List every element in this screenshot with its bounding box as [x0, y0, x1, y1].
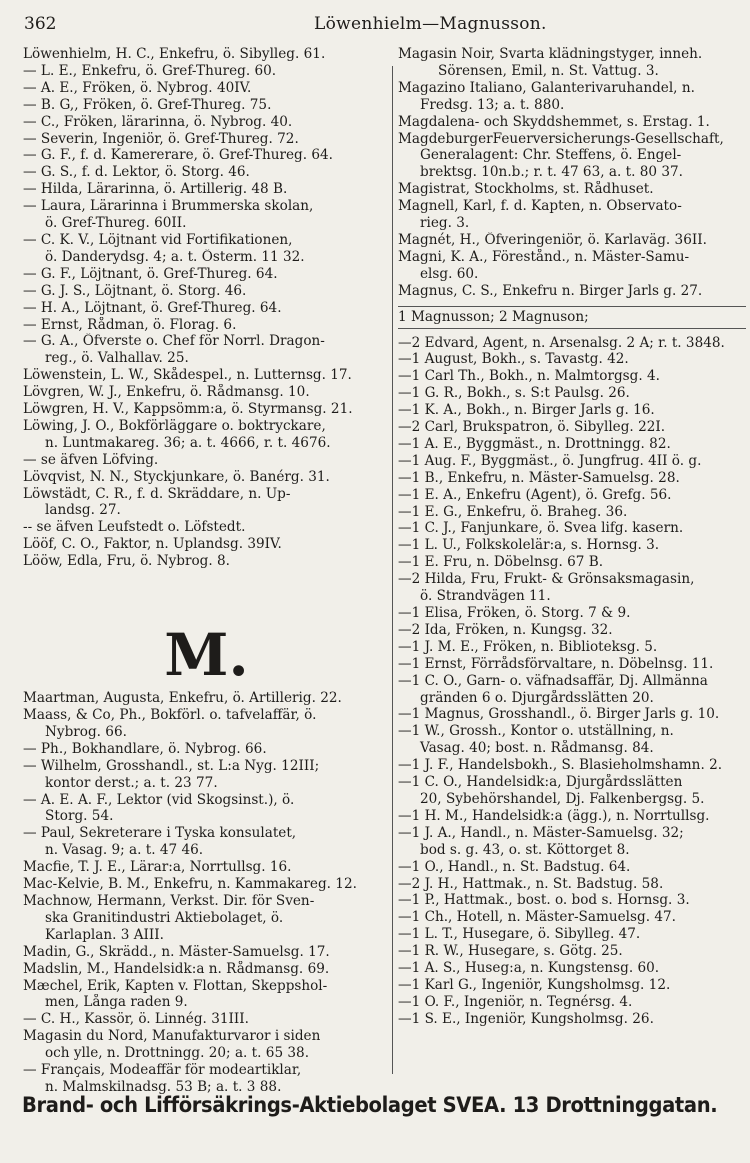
directory-entry: — C. H., Kassör, ö. Linnég. 31III. — [23, 1011, 249, 1028]
directory-entry: —1 Ernst, Förrådsförvaltare, n. Döbelnsg. 11. — [398, 655, 714, 672]
directory-entry: n. Luntmakareg. 36; a. t. 4666, r. t. 4676. — [45, 434, 331, 451]
footer-advertisement: Brand- och Lifförsäkrings-Aktiebolaget SVEA. 13 Drottninggatan. — [22, 1093, 718, 1117]
directory-entry: Storg. 54. — [45, 808, 114, 825]
directory-entry: Maartman, Augusta, Enkefru, ö. Artillerig. 22. — [23, 690, 342, 707]
directory-entry: —1 H. M., Handelsidk:a (ägg.), n. Norrtullsg. — [398, 807, 710, 824]
directory-entry: —1 C. J., Fanjunkare, ö. Svea lifg. kasern. — [398, 520, 684, 537]
directory-entry: —1 August, Bokh., s. Tavastg. 42. — [398, 351, 629, 368]
directory-entry: Lövgren, W. J., Enkefru, ö. Rådmansg. 10. — [23, 384, 310, 401]
directory-entry: Mac-Kelvie, B. M., Enkefru, n. Kammakareg. 12. — [23, 876, 357, 893]
directory-entry: Lööw, Edla, Fru, ö. Nybrog. 8. — [23, 553, 230, 570]
directory-entry: — Laura, Lärarinna i Brummerska skolan, — [23, 198, 314, 215]
directory-entry: Löwenstein, L. W., Skådespel., n. Lutternsg. 17. — [23, 367, 352, 384]
directory-entry: ö. Gref-Thureg. 60II. — [45, 215, 187, 232]
directory-entry: Magnell, Karl, f. d. Kapten, n. Observato- — [398, 198, 682, 215]
directory-entry: —1 C. O., Handelsidk:a, Djurgårdsslätten — [398, 774, 683, 791]
directory-entry: n. Vasag. 9; a. t. 47 46. — [45, 842, 204, 859]
directory-entry: Generalagent: Chr. Steffens, ö. Engel- — [420, 147, 682, 164]
directory-entry: ö. Danderydsg. 4; a. t. Österm. 11 32. — [45, 248, 305, 265]
section-spacer — [23, 570, 390, 614]
directory-entry: Lövqvist, N. N., Styckjunkare, ö. Banérg. 31. — [23, 468, 330, 485]
directory-entry: reg., ö. Valhallav. 25. — [45, 350, 189, 367]
directory-entry: —1 J. M. E., Fröken, n. Biblioteksg. 5. — [398, 638, 658, 655]
directory-entry: —1 C. O., Garn- o. väfnadsaffär, Dj. Allmänna — [398, 672, 708, 689]
directory-entry: MagdeburgerFeuerversicherungs-Gesellschaft, — [398, 130, 724, 147]
directory-entry: —1 O. F., Ingeniör, n. Tegnérsg. 4. — [398, 993, 633, 1010]
directory-entry: — H. A., Löjtnant, ö. Gref-Thureg. 64. — [23, 299, 282, 316]
directory-entry: Löwenhielm, H. C., Enkefru, ö. Sibylleg. 61. — [23, 46, 326, 62]
directory-entry: —1 E. G., Enkefru, ö. Braheg. 36. — [398, 503, 628, 520]
directory-entry: —1 Elisa, Fröken, ö. Storg. 7 & 9. — [398, 605, 631, 621]
directory-entry: —2 J. H., Hattmak., n. St. Badstug. 58. — [398, 875, 664, 892]
directory-entry: Lööf, C. O., Faktor, n. Uplandsg. 39IV. — [23, 536, 282, 553]
page-number: 362 — [24, 14, 57, 34]
directory-entry: — G. S., f. d. Lektor, ö. Storg. 46. — [23, 164, 250, 181]
directory-entry: —1 Aug. F., Byggmäst., ö. Jungfrug. 4II ö. g. — [398, 452, 702, 469]
directory-entry: gränden 6 o. Djurgårdsslätten 20. — [420, 689, 654, 706]
directory-entry: —1 O., Handl., n. St. Badstug. 64. — [398, 858, 631, 875]
directory-entry: —1 Magnus, Grosshandl., ö. Birger Jarls g. 10. — [398, 706, 720, 723]
directory-entry: —1 A. E., Byggmäst., n. Drottningg. 82. — [398, 435, 671, 452]
directory-entry: Löwgren, H. V., Kappsömm:a, ö. Styrmansg. 21. — [23, 401, 353, 418]
directory-entry: och ylle, n. Drottningg. 20; a. t. 65 38. — [45, 1045, 310, 1062]
directory-entry: Sörensen, Emil, n. St. Vattug. 3. — [438, 62, 659, 79]
directory-entry: Magdalena- och Skyddshemmet, s. Erstag. 1. — [398, 113, 710, 130]
directory-entry: — se äfven Löfving. — [23, 451, 159, 468]
directory-entry: —1 R. W., Husegare, s. Götg. 25. — [398, 943, 623, 960]
directory-entry: —1 S. E., Ingeniör, Kungsholmsg. 26. — [398, 1010, 654, 1027]
directory-entry: — L. E., Enkefru, ö. Gref-Thureg. 60. — [23, 62, 277, 79]
directory-entry: — G. F., f. d. Kamererare, ö. Gref-Thureg. 64. — [23, 147, 333, 164]
directory-entry: —2 Ida, Fröken, n. Kungsg. 32. — [398, 621, 613, 638]
directory-entry: elsg. 60. — [420, 265, 479, 282]
directory-entry: Madslin, M., Handelsidk:a n. Rådmansg. 69. — [23, 960, 330, 977]
directory-entry: — C. K. V., Löjtnant vid Fortifikationen, — [23, 231, 293, 248]
directory-entry: Karlaplan. 3 AIII. — [45, 926, 164, 943]
directory-entry: —1 L. U., Folkskolelär:a, s. Hornsg. 3. — [398, 537, 660, 554]
right-entries-bottom — [398, 335, 746, 1028]
directory-entry: —1 Karl G., Ingeniör, Kungsholmsg. 12. — [398, 976, 671, 993]
directory-entry: —1 J. F., Handelsbokh., S. Blasieholmshamn. 2. — [398, 757, 723, 774]
directory-entry: Magnét, H., Öfveringeniör, ö. Karlaväg. 36II. — [398, 231, 707, 248]
directory-entry: Nybrog. 66. — [45, 723, 127, 740]
directory-entry: -- se äfven Leufstedt o. Löfstedt. — [23, 519, 246, 536]
directory-entry: — B. G,, Fröken, ö. Gref-Thureg. 75. — [23, 96, 272, 113]
directory-entry: Macfie, T. J. E., Lärar:a, Norrtullsg. 16. — [23, 859, 292, 876]
directory-entry: — A. E. A. F., Lektor (vid Skogsinst.), ö. — [23, 791, 295, 808]
section-letter: M. — [164, 621, 249, 690]
right-entries-top — [398, 46, 746, 300]
directory-entry: —1 Ch., Hotell, n. Mäster-Samuelsg. 47. — [398, 909, 676, 926]
directory-entry: Vasag. 40; bost. n. Rådmansg. 84. — [420, 740, 654, 757]
directory-entry: — Français, Modeaffär för modeartiklar, — [23, 1062, 302, 1079]
directory-entry: — G. F., Löjtnant, ö. Gref-Thureg. 64. — [23, 265, 278, 282]
directory-entry: Löwing, J. O., Bokförläggare o. boktryckare, — [23, 417, 326, 434]
name-spelling-note: 1 Magnusson; 2 Magnuson; — [398, 306, 746, 329]
directory-entry: —1 L. T., Husegare, ö. Sibylleg. 47. — [398, 926, 641, 943]
directory-entry: Magasin du Nord, Manufakturvaror i siden — [23, 1028, 321, 1045]
directory-entry: landsg. 27. — [45, 502, 121, 519]
directory-entry: Magistrat, Stockholms, st. Rådhuset. — [398, 181, 654, 198]
directory-entry: Magni, K. A., Förestånd., n. Mäster-Samu- — [398, 248, 690, 265]
directory-entry: —2 Carl, Brukspatron, ö. Sibylleg. 22I. — [398, 419, 666, 436]
directory-entry: Magnus, C. S., Enkefru n. Birger Jarls g. 27. — [398, 282, 703, 299]
directory-entry: Magazino Italiano, Galanterivaruhandel, n. — [398, 79, 695, 96]
directory-entry: —1 W., Grossh., Kontor o. utställning, n. — [398, 723, 674, 740]
directory-entry: men, Långa raden 9. — [45, 994, 188, 1011]
directory-entry: —1 G. R., Bokh., s. S:t Paulsg. 26. — [398, 385, 630, 402]
right-column — [398, 46, 746, 1028]
directory-entry: —1 E. A., Enkefru (Agent), ö. Grefg. 56. — [398, 486, 672, 503]
directory-entry: kontor derst.; a. t. 23 77. — [45, 774, 218, 791]
directory-entry: —1 A. S., Huseg:a, n. Kungstensg. 60. — [398, 960, 660, 977]
directory-entry: —2 Edvard, Agent, n. Arsenalsg. 2 A; r. t. 3848. — [398, 334, 725, 351]
directory-entry: — G. J. S., Löjtnant, ö. Storg. 46. — [23, 282, 247, 299]
directory-entry: —1 P., Hattmak., bost. o. bod s. Hornsg. 3. — [398, 892, 690, 909]
directory-entry: —1 E. Fru, n. Döbelnsg. 67 B. — [398, 554, 604, 571]
directory-entry: Fredsg. 13; a. t. 880. — [420, 96, 565, 113]
directory-entry: 20, Sybehörshandel, Dj. Falkenbergsg. 5. — [420, 790, 705, 807]
left-entries-top — [23, 46, 390, 570]
directory-entry: bod s. g. 43, o. st. Köttorget 8. — [420, 841, 630, 858]
left-entries-bottom — [23, 690, 390, 1096]
directory-entry: —1 Carl Th., Bokh., n. Malmtorgsg. 4. — [398, 368, 660, 385]
directory-entry: Machnow, Hermann, Verkst. Dir. för Sven- — [23, 892, 315, 909]
directory-entry: Mæchel, Erik, Kapten v. Flottan, Skeppshol- — [23, 977, 328, 994]
directory-entry: — Paul, Sekreterare i Tyska konsulatet, — [23, 825, 297, 842]
directory-entry: — G. A., Öfverste o. Chef för Norrl. Dragon- — [23, 333, 325, 350]
directory-entry: — Wilhelm, Grosshandl., st. L:a Nyg. 12III; — [23, 757, 320, 774]
running-title: Löwenhielm—Magnusson. — [314, 14, 547, 34]
directory-entry: rieg. 3. — [420, 215, 470, 232]
directory-entry: Madin, G., Skrädd., n. Mäster-Samuelsg. 17. — [23, 943, 330, 960]
directory-entry: — A. E., Fröken, ö. Nybrog. 40IV. — [23, 79, 252, 96]
page-header — [24, 10, 740, 36]
directory-entry: —2 Hilda, Fru, Frukt- & Grönsaksmagasin, — [398, 571, 695, 588]
directory-entry: — Hilda, Lärarinna, ö. Artillerig. 48 B. — [23, 181, 288, 198]
directory-entry: — Ernst, Rådman, ö. Florag. 6. — [23, 316, 237, 333]
directory-entry: —1 K. A., Bokh., n. Birger Jarls g. 16. — [398, 402, 655, 419]
directory-entry: — C., Fröken, lärarinna, ö. Nybrog. 40. — [23, 113, 293, 130]
directory-entry: Magasin Noir, Svarta klädningstyger, inneh. — [398, 46, 703, 62]
directory-entry: ö. Strandvägen 11. — [420, 588, 551, 605]
directory-entry: Maass, & Co, Ph., Bokförl. o. tafvelaffär, ö. — [23, 707, 317, 723]
directory-entry: brektsg. 10n.b.; r. t. 47 63, a. t. 80 37. — [420, 164, 683, 181]
directory-entry: —1 B., Enkefru, n. Mäster-Samuelsg. 28. — [398, 469, 680, 486]
column-divider — [392, 66, 393, 1074]
left-column — [23, 46, 390, 1096]
directory-entry: Löwstädt, C. R., f. d. Skräddare, n. Up- — [23, 485, 291, 502]
directory-entry: ska Granitindustri Aktiebolaget, ö. — [45, 909, 284, 926]
directory-entry: —1 J. A., Handl., n. Mäster-Samuelsg. 32; — [398, 824, 684, 841]
directory-entry: — Ph., Bokhandlare, ö. Nybrog. 66. — [23, 740, 267, 757]
directory-entry: n. Malmskilnadsg. 53 B; a. t. 3 88. — [45, 1078, 282, 1095]
directory-entry: — Severin, Ingeniör, ö. Gref-Thureg. 72. — [23, 130, 299, 147]
